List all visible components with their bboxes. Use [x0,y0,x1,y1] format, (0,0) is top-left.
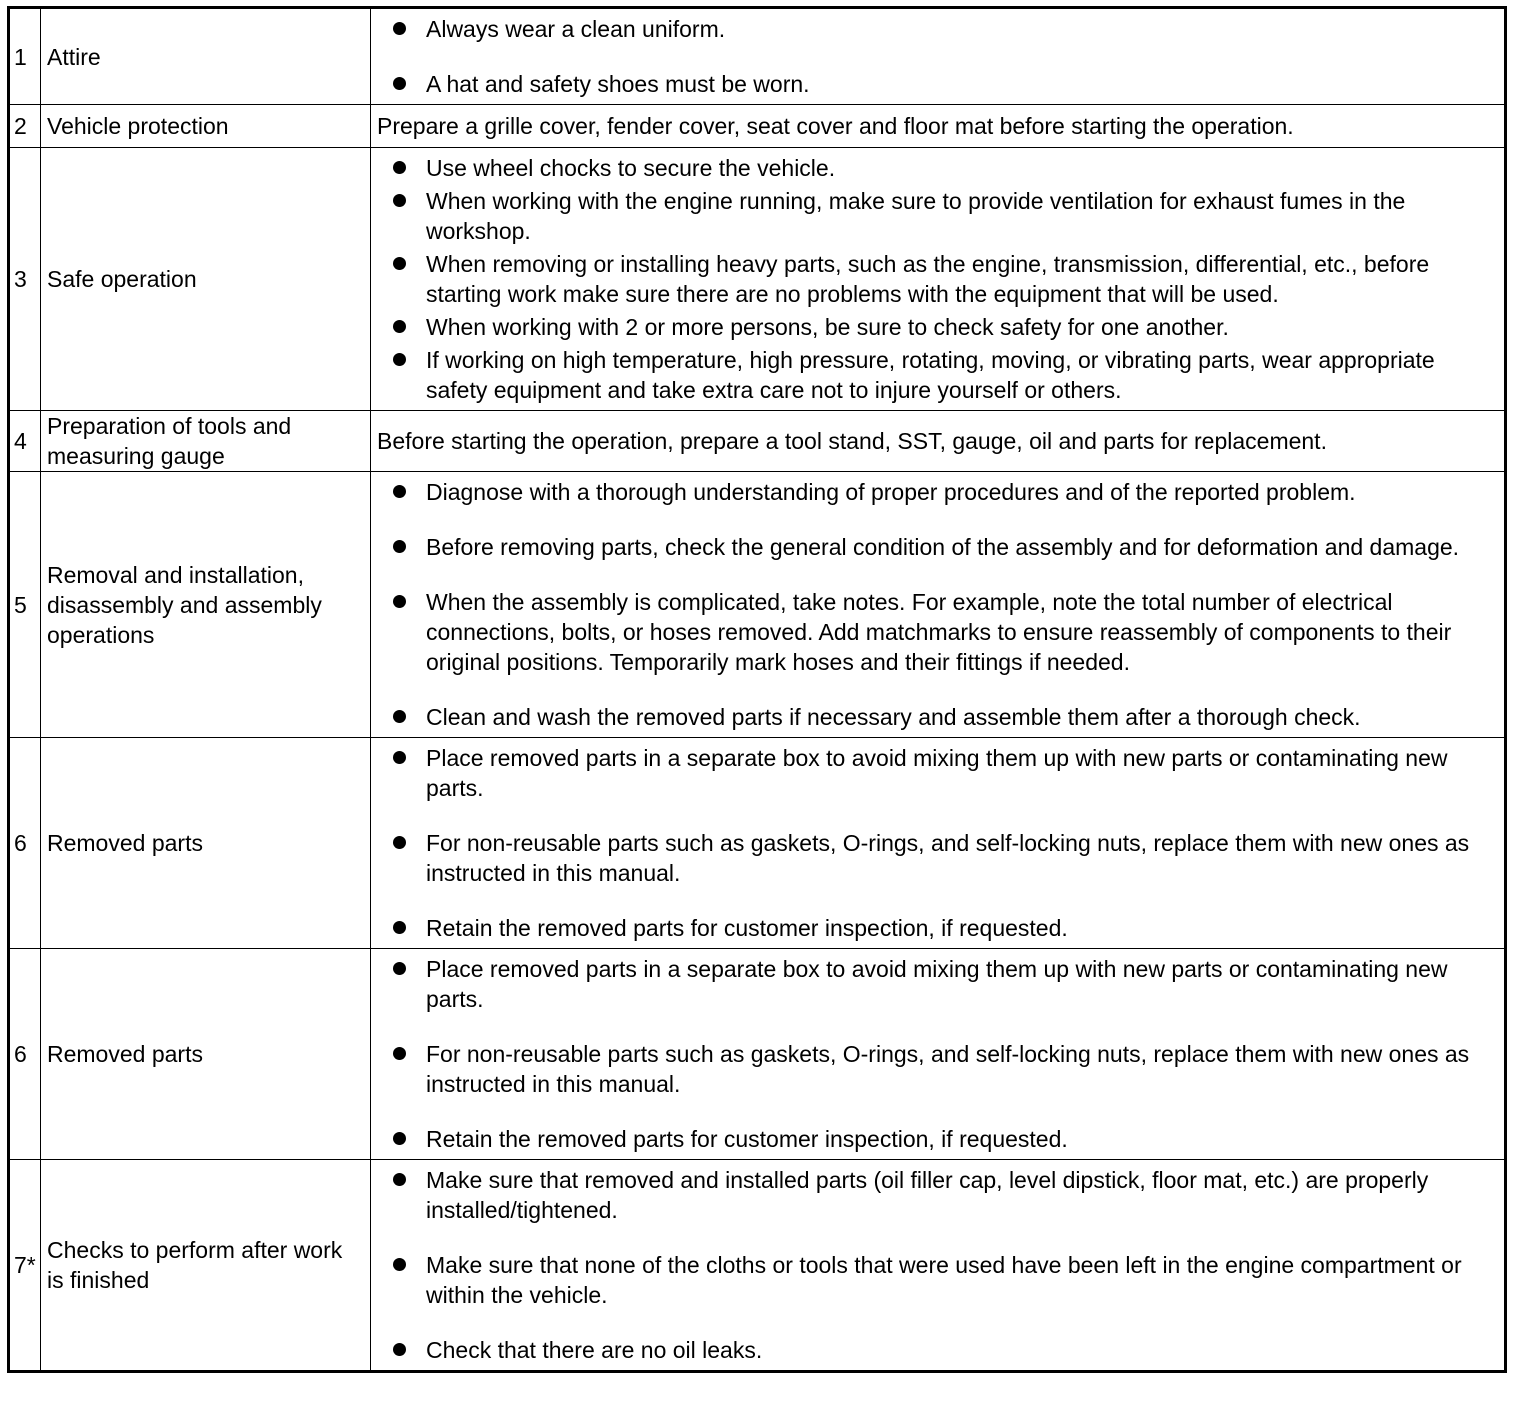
list-item: For non-reusable parts such as gaskets, O-rings, and self-locking nuts, replace them with new ones as instructed in this manual. [391,828,1494,888]
row-item: Removal and installation, disassembly and assembly operations [41,472,371,738]
bullet-list [371,1160,1504,1370]
list-item: Clean and wash the removed parts if necessary and assemble them after a thorough check. [391,702,1494,732]
list-item: For non-reusable parts such as gaskets, O-rings, and self-locking nuts, replace them with new ones as instructed in this manual. [391,1039,1494,1099]
list-item: Retain the removed parts for customer inspection, if requested. [391,913,1494,943]
row-number: 1 [9,8,41,105]
row-number: 5 [9,472,41,738]
bullet-list [371,148,1504,410]
row-item: Removed parts [41,949,371,1160]
list-item: Make sure that removed and installed parts (oil filler cap, level dipstick, floor mat, etc.) are properly installed/tightened. [391,1165,1494,1225]
table-row [9,1160,1506,1372]
table-row [9,105,1506,148]
table-row [9,472,1506,738]
list-item: When the assembly is complicated, take notes. For example, note the total number of electrical connections, bolts, or hoses removed. Add matchmarks to ensure reassembly of components to their original positions. Temporarily mark hoses and their fittings if needed. [391,587,1494,677]
row-content: Prepare a grille cover, fender cover, seat cover and floor mat before starting the operation. [371,105,1506,148]
bullet-list [371,472,1504,737]
row-number: 2 [9,105,41,148]
row-content [371,1160,1506,1372]
bullet-list [371,949,1504,1159]
row-number: 7* [9,1160,41,1372]
bullet-list [371,9,1504,104]
row-content [371,738,1506,949]
table-row [9,148,1506,411]
list-item: Retain the removed parts for customer inspection, if requested. [391,1124,1494,1154]
row-number: 3 [9,148,41,411]
bullet-list [371,738,1504,948]
list-item: If working on high temperature, high pressure, rotating, moving, or vibrating parts, wear appropriate safety equipment and take extra care not to injure yourself or others. [391,345,1494,405]
list-item: Place removed parts in a separate box to avoid mixing them up with new parts or contaminating new parts. [391,954,1494,1014]
list-item: Place removed parts in a separate box to avoid mixing them up with new parts or contaminating new parts. [391,743,1494,803]
row-number: 6 [9,738,41,949]
table-row [9,8,1506,105]
row-item: Preparation of tools and measuring gauge [41,411,371,472]
list-item: Make sure that none of the cloths or tools that were used have been left in the engine compartment or within the vehicle. [391,1250,1494,1310]
precautions-table [7,6,1507,1373]
list-item: When working with the engine running, make sure to provide ventilation for exhaust fumes in the workshop. [391,186,1494,246]
list-item: Always wear a clean uniform. [391,14,1494,44]
list-item: Diagnose with a thorough understanding of proper procedures and of the reported problem. [391,477,1494,507]
row-content [371,949,1506,1160]
row-item: Attire [41,8,371,105]
row-number: 6 [9,949,41,1160]
row-item: Vehicle protection [41,105,371,148]
list-item: A hat and safety shoes must be worn. [391,69,1494,99]
row-item: Removed parts [41,738,371,949]
list-item: When working with 2 or more persons, be sure to check safety for one another. [391,312,1494,342]
list-item: Check that there are no oil leaks. [391,1335,1494,1365]
table-row [9,411,1506,472]
row-item: Safe operation [41,148,371,411]
list-item: Use wheel chocks to secure the vehicle. [391,153,1494,183]
list-item: Before removing parts, check the general condition of the assembly and for deformation and damage. [391,532,1494,562]
list-item: When removing or installing heavy parts, such as the engine, transmission, differential, etc., before starting work make sure there are no problems with the equipment that will be used. [391,249,1494,309]
table-row [9,738,1506,949]
row-content: Before starting the operation, prepare a tool stand, SST, gauge, oil and parts for replacement. [371,411,1506,472]
table-row [9,949,1506,1160]
row-content [371,472,1506,738]
row-number: 4 [9,411,41,472]
row-content [371,8,1506,105]
row-content [371,148,1506,411]
row-item: Checks to perform after work is finished [41,1160,371,1372]
